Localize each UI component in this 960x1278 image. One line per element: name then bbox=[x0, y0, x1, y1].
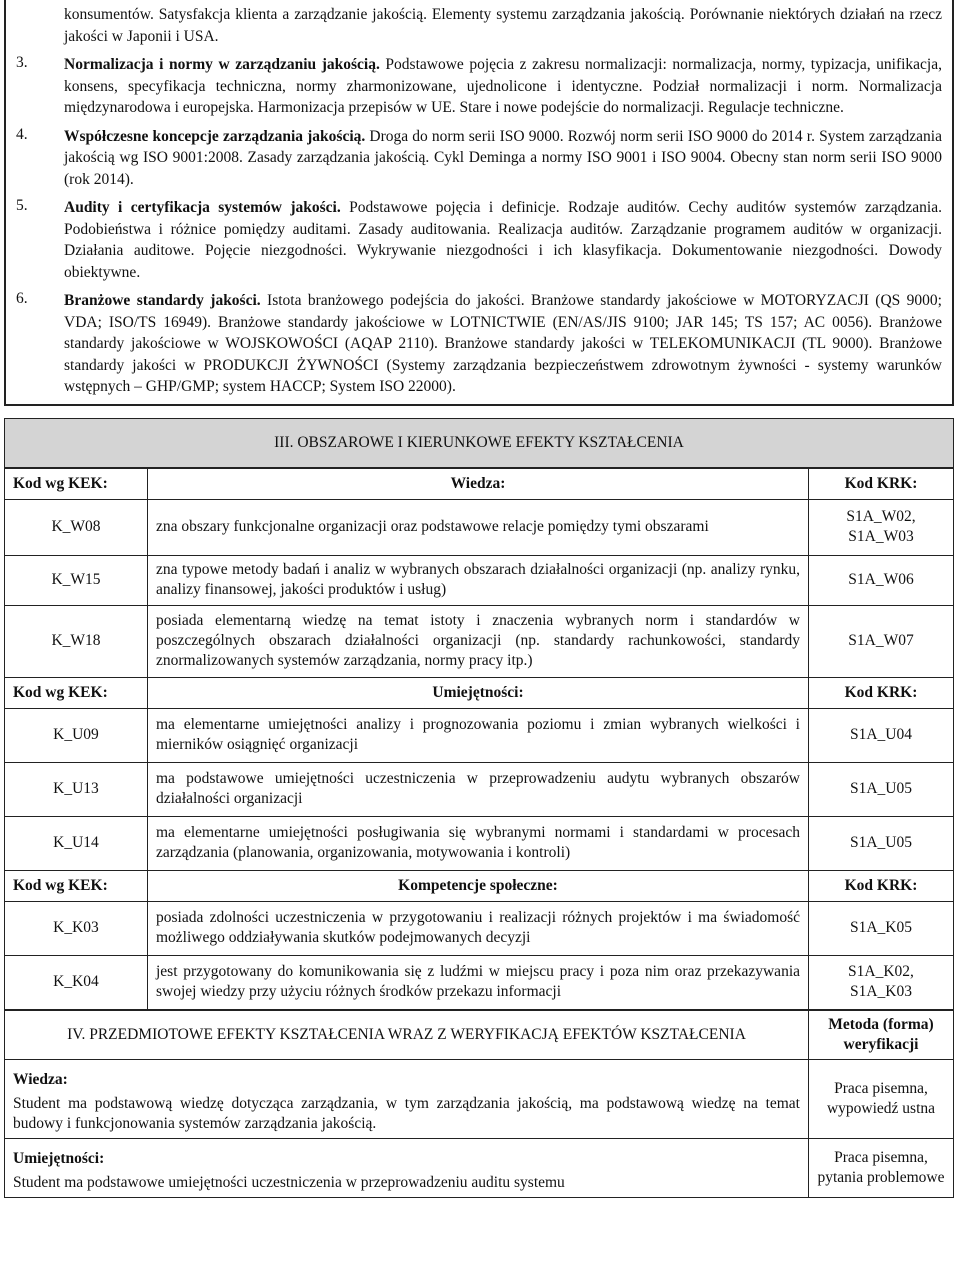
group-header-umiejetnosci bbox=[5, 677, 954, 708]
item-number: 4. bbox=[16, 125, 28, 143]
krk-code-line: S1A_K02, bbox=[848, 963, 914, 980]
krk-header: Kod KRK: bbox=[809, 677, 954, 708]
table-row bbox=[5, 605, 954, 677]
table-row bbox=[5, 901, 954, 955]
outcome-description: zna typowe metody badań i analiz w wybranych obszarach działalności organizacji (np. analizy rynku, analizy finansowej, jakości produktów i usług) bbox=[148, 555, 809, 605]
code-header: Kod wg KEK: bbox=[5, 870, 148, 901]
outcome-description: ma podstawowe umiejętności uczestniczenia w przeprowadzeniu audytu wybranych obszarów działalności organizacji bbox=[148, 762, 809, 816]
krk-header: Kod KRK: bbox=[809, 468, 954, 499]
group-header-kompetencje bbox=[5, 870, 954, 901]
item-number: 5. bbox=[16, 197, 28, 214]
krk-code-line: S1A_U04 bbox=[849, 726, 912, 743]
krk-code bbox=[809, 499, 954, 555]
krk-code bbox=[809, 816, 954, 870]
block-label: Wiedza: bbox=[13, 1070, 68, 1088]
item-text bbox=[64, 290, 942, 398]
item-title: Współczesne koncepcje zarządzania jakością. bbox=[64, 127, 366, 145]
kek-code: K_W18 bbox=[5, 605, 148, 677]
section-3-title: III. OBSZAROWE I KIERUNKOWE EFEKTY KSZTAŁCENIA bbox=[274, 433, 684, 451]
outcome-description: posiada zdolności uczestniczenia w przygotowaniu i realizacji różnych projektów i ma świadomość możliwego oddziaływania skutków podejmowanych decyzji bbox=[148, 901, 809, 955]
block-label: Umiejętności: bbox=[13, 1149, 105, 1167]
item-text bbox=[64, 197, 942, 283]
krk-code-line: S1A_K03 bbox=[849, 983, 912, 1000]
krk-code-line: S1A_W06 bbox=[848, 571, 914, 588]
table-row bbox=[5, 1059, 954, 1138]
section-4-table bbox=[4, 1010, 954, 1198]
block-text: Student ma podstawową wiedzę dotycząca zarządzania, w tym zarządzania jakością, ma podstawową wiedzę na temat budowy i funkcjonowania systemów zarządzania jakością. bbox=[13, 1094, 800, 1132]
group-header-wiedza bbox=[5, 468, 954, 499]
krk-code-line: S1A_W03 bbox=[848, 528, 914, 545]
verification-block bbox=[5, 1059, 809, 1138]
course-content-block bbox=[4, 0, 954, 406]
krk-code bbox=[809, 605, 954, 677]
krk-code-line: S1A_W02, bbox=[846, 508, 916, 525]
table-row bbox=[5, 762, 954, 816]
krk-code-line: S1A_U05 bbox=[849, 834, 912, 851]
kek-code: K_K04 bbox=[5, 955, 148, 1009]
content-item-6 bbox=[16, 290, 942, 398]
verification-block bbox=[5, 1138, 809, 1197]
kek-code: K_U09 bbox=[5, 708, 148, 762]
krk-code bbox=[809, 555, 954, 605]
section-4-title: IV. PRZEDMIOTOWE EFEKTY KSZTAŁCENIA WRAZ Z WERYFIKACJĄ EFEKTÓW KSZTAŁCENIA bbox=[5, 1010, 809, 1059]
category-header: Wiedza: bbox=[148, 468, 809, 499]
table-row bbox=[5, 816, 954, 870]
content-item-5 bbox=[16, 197, 942, 283]
intro-paragraph: konsumentów. Satysfakcja klienta a zarządzanie jakością. Elementy systemu zarządzania jakością. Porównanie niektórych działań na rzecz jakości w Japonii i USA. bbox=[64, 6, 942, 45]
item-text bbox=[64, 54, 942, 119]
outcome-description: jest przygotowany do komunikowania się z ludźmi w miejscu pracy i poza nim oraz przekazywania swojej wiedzy przy użyciu różnych środków przekazu informacji bbox=[148, 955, 809, 1009]
category-header: Kompetencje społeczne: bbox=[148, 870, 809, 901]
kek-code: K_U14 bbox=[5, 816, 148, 870]
table-row bbox=[5, 955, 954, 1009]
outcome-description: ma elementarne umiejętności posługiwania się wybranymi normami i standardami w procesach zarządzania (planowania, organizowania, motywowania i kontroli) bbox=[148, 816, 809, 870]
krk-code-line: S1A_W07 bbox=[848, 632, 914, 649]
item-title: Audity i certyfikacja systemów jakości. bbox=[64, 199, 341, 216]
item-text bbox=[64, 126, 942, 191]
outcome-description: ma elementarne umiejętności analizy i prognozowania poziomu i zmian wybranych wielkości i mierników osiągnięć organizacji bbox=[148, 708, 809, 762]
content-item-4 bbox=[16, 126, 942, 191]
item-number: 6. bbox=[16, 290, 28, 307]
learning-outcomes-table bbox=[4, 468, 954, 1010]
krk-code bbox=[809, 708, 954, 762]
krk-code bbox=[809, 901, 954, 955]
item-body: Droga do norm serii ISO 9000. Rozwój norm serii ISO 9000 do 2014 r. System zarządzania jakością wg ISO 9001:2008. Zasady zarządzania jakością. Cykl Deminga a normy ISO 9001 i ISO 9004. Obecny stan norm serii ISO 9000 (rok 2014). bbox=[64, 127, 942, 188]
outcome-description: zna obszary funkcjonalne organizacji oraz podstawowe relacje pomiędzy tymi obszarami bbox=[148, 499, 809, 555]
krk-code bbox=[809, 955, 954, 1009]
verification-method: Praca pisemna, wypowiedź ustna bbox=[809, 1059, 954, 1138]
method-header: Metoda (forma) weryfikacji bbox=[809, 1010, 954, 1059]
content-item-3 bbox=[16, 54, 942, 119]
table-row bbox=[5, 499, 954, 555]
item-body: Podstawowe pojęcia i definicje. Rodzaje auditów. Cechy auditów systemów zarządzania. Podobieństwa i różnice pomiędzy auditami. Zasady auditowania. Realizacja auditów. Zarządzanie programem auditów w organizacji. Działania auditowe. Pojęcie niezgodności. Wykrywanie niezgodności i ich klasyfikacja. Dokumentowanie niezgodności. Dowody obiektywne. bbox=[64, 199, 942, 281]
document-page bbox=[4, 0, 954, 1198]
category-header: Umiejętności: bbox=[148, 677, 809, 708]
item-body: Istota branżowego podejścia do jakości. Branżowe standardy jakościowe w MOTORYZACJI (QS 9000; VDA; ISO/TS 16949). Branżowe standardy jakościowe w LOTNICTWIE (EN/AS/JIS 9100; JAR 145; TS 157; AC 0056). Branżowe standardy jakościowe w WOJSKOWOŚCI (AQAP 2110). Branżowe standardy jakości w TELEKOMUNIKACJI (TL 9000). Branżowe standardy jakości w PRODUKCJI ŻYWNOŚCI (Systemy zarządzania bezpieczeństwem zdrowotnym żywności - systemy warunków wstępnych – GHP/GMP; system HACCP; System ISO 22000). bbox=[64, 292, 942, 395]
section-4-header-row bbox=[5, 1010, 954, 1059]
kek-code: K_U13 bbox=[5, 762, 148, 816]
krk-code-line: S1A_K05 bbox=[849, 919, 912, 936]
item-title: Branżowe standardy jakości. bbox=[64, 292, 261, 309]
table-row bbox=[5, 555, 954, 605]
section-3-header bbox=[4, 418, 954, 468]
outcome-description: posiada elementarną wiedzę na temat istoty i znaczenia wybranych norm i standardów w poszczególnych obszarach działalności organizacji (np. standardy rachunkowości, standardy znormalizowanych systemów zarządzania, normy pracy itp.) bbox=[148, 605, 809, 677]
block-text: Student ma podstawowe umiejętności uczestniczenia w przeprowadzeniu auditu systemu bbox=[13, 1173, 565, 1191]
code-header: Kod wg KEK: bbox=[5, 468, 148, 499]
item-title: Normalizacja i normy w zarządzaniu jakością. bbox=[64, 56, 380, 73]
item-body: Podstawowe pojęcia z zakresu normalizacji: normalizacja, normy, typizacja, unifikacja, konsens, specyfikacja techniczna, normy zharmonizowane, ujednolicone i identyczne. Podział normalizacji i norm. Normalizacja międzynarodowa i europejska. Harmonizacja przepisów w UE. Stare i nowe podejście do normalizacji. Regulacje techniczne. bbox=[64, 56, 942, 116]
kek-code: K_W08 bbox=[5, 499, 148, 555]
krk-code-line: S1A_U05 bbox=[849, 780, 912, 797]
table-row bbox=[5, 708, 954, 762]
krk-code bbox=[809, 762, 954, 816]
verification-method: Praca pisemna, pytania problemowe bbox=[809, 1138, 954, 1197]
code-header: Kod wg KEK: bbox=[5, 677, 148, 708]
kek-code: K_W15 bbox=[5, 555, 148, 605]
item-number: 3. bbox=[16, 54, 28, 71]
table-row bbox=[5, 1138, 954, 1197]
krk-header: Kod KRK: bbox=[809, 870, 954, 901]
kek-code: K_K03 bbox=[5, 901, 148, 955]
